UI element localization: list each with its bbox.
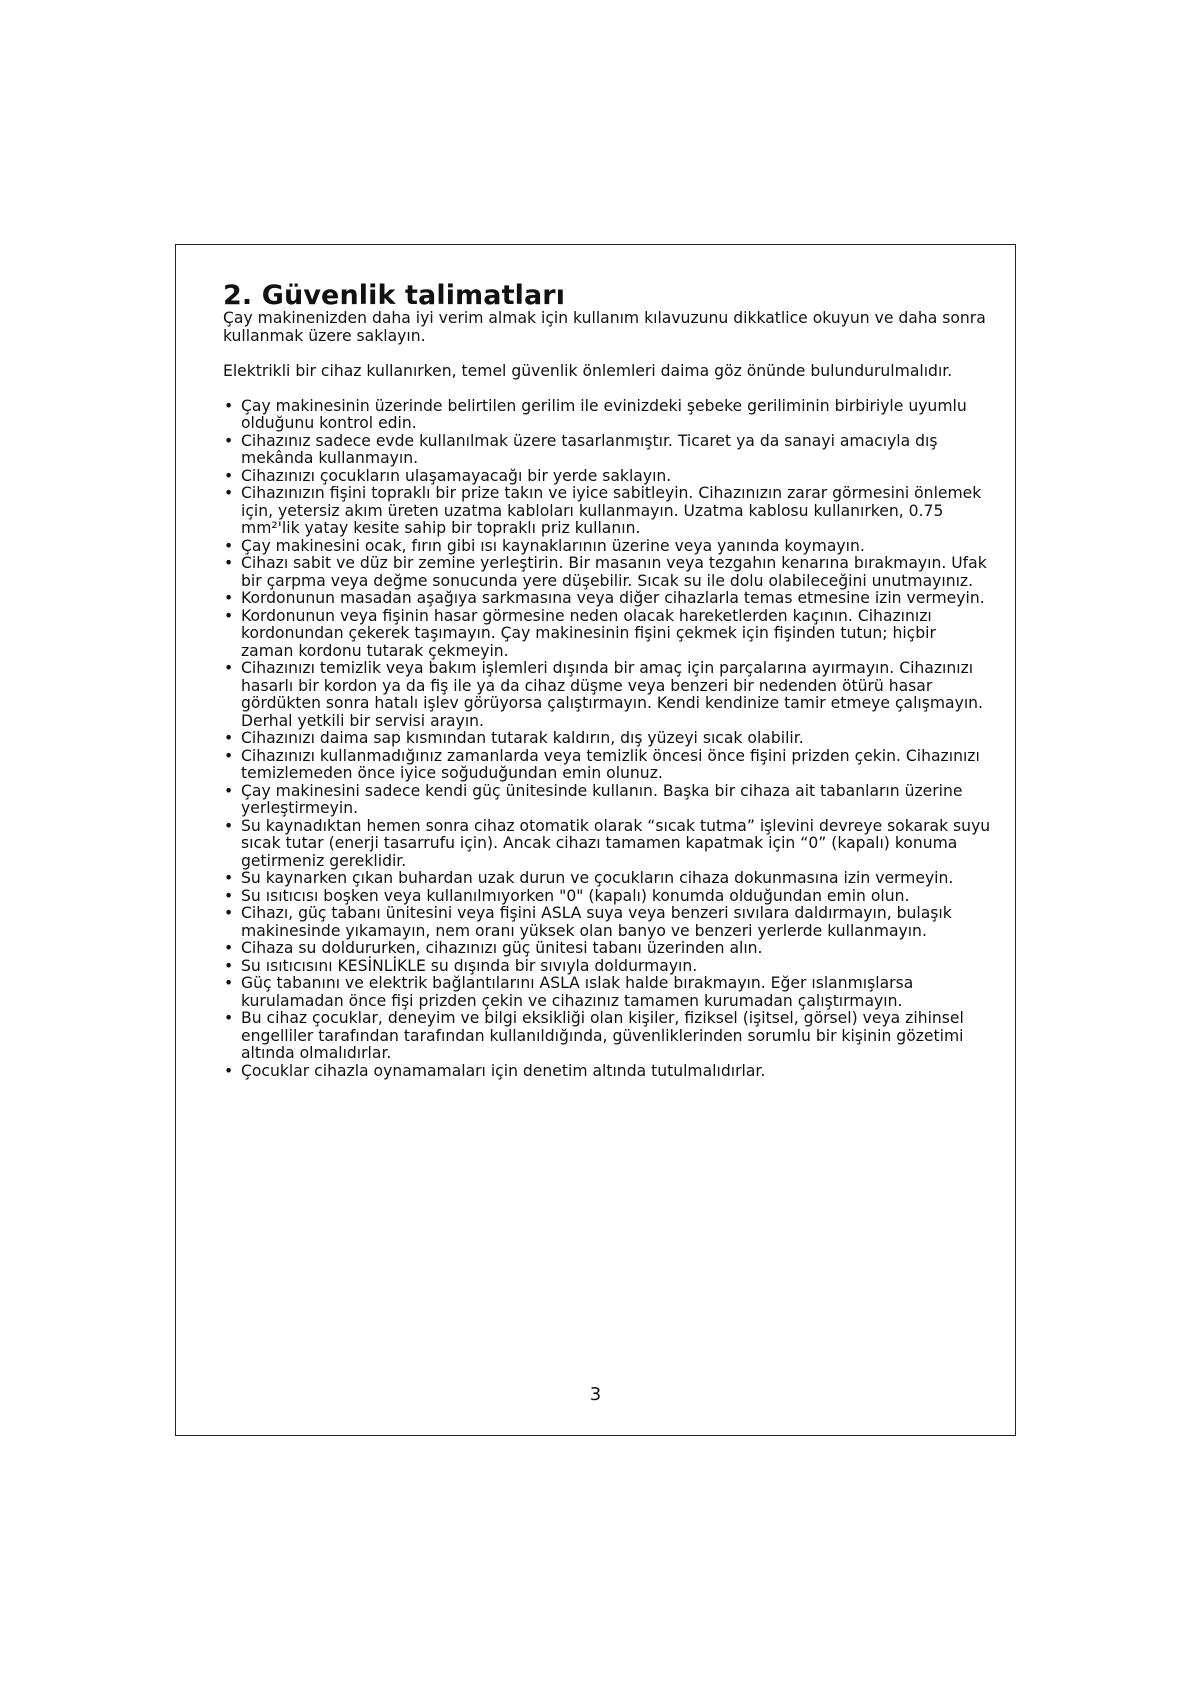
list-item-text: Çay makinesini sadece kendi güç ünitesinde kullanın. Başka bir cihaza ait tabanların üzerine yerleştirmeyin. (241, 781, 963, 817)
list-item-text: Çay makinesinin üzerinde belirtilen gerilim ile evinizdeki şebeke geriliminin birbiriyle uyumlu olduğunu kontrol edin. (241, 396, 967, 432)
list-item (223, 888, 993, 906)
bullet-marker: • (224, 396, 234, 415)
list-item (223, 433, 993, 468)
list-item (223, 870, 993, 888)
list-item (223, 958, 993, 976)
list-item-text: Cihazınız sadece evde kullanılmak üzere tasarlanmıştır. Ticaret ya da sanayi amacıyla dış mekânda kullanmayın. (241, 431, 938, 467)
list-item-text: Su kaynadıktan hemen sonra cihaz otomatik olarak “sıcak tutma” işlevini devreye sokarak suyu sıcak tutar (enerji tasarrufu için). Ancak cihazı tamamen kapatmak için “0” (kapalı) konuma getirmeniz gereklidir. (241, 816, 991, 870)
bullet-marker: • (224, 974, 234, 992)
bullet-marker: • (224, 939, 234, 957)
bullet-marker: • (224, 746, 234, 765)
list-item (223, 555, 993, 590)
bullet-marker: • (224, 1009, 234, 1027)
list-item (223, 538, 993, 556)
list-item (223, 905, 993, 940)
list-item-text: Cihazınızın fişini topraklı bir prize takın ve iyice sabitleyin. Cihazınızın zarar görmesini önlemek için, yetersiz akım üreten uzatma kabloları kullanmayın. Uzatma kablosu kullanırken, 0.75 mm²'lik yatay kesite sahip bir topraklı priz kullanın. (241, 484, 982, 537)
bullet-marker: • (224, 1061, 234, 1080)
intro-paragraph: Çay makinenizden daha iyi verim almak için kullanım kılavuzunu dikkatlice okuyun ve daha sonra kullanmak üzere saklayın. (223, 309, 986, 345)
list-item (223, 468, 993, 486)
bullet-marker: • (224, 466, 234, 485)
page-content (223, 282, 993, 1080)
section-title: 2. Güvenlik talimatları (223, 280, 566, 311)
page-frame (175, 244, 1016, 1436)
bullet-marker: • (224, 659, 234, 677)
bullet-marker: • (224, 781, 234, 800)
bullet-marker: • (224, 816, 234, 835)
list-item-text: Cihazınızı kullanmadığınız zamanlarda veya temizlik öncesi önce fişini prizden çekin. Cihazınızı temizlemeden önce iyice soğuduğundan emin olunuz. (241, 746, 980, 782)
bullet-marker: • (224, 484, 234, 502)
list-item (223, 398, 993, 433)
list-item (223, 1063, 993, 1081)
bullet-marker: • (224, 729, 234, 747)
list-item (223, 783, 993, 818)
bullet-marker: • (224, 431, 234, 450)
list-item-text: Cihazınızı çocukların ulaşamayacağı bir yerde saklayın. (241, 466, 672, 485)
bullet-marker: • (224, 886, 234, 905)
list-item-text: Cihazınızı temizlik veya bakım işlemleri dışında bir amaç için parçalarına ayırmayın. Cihazınızı hasarlı bir kordon ya da fiş ile ya da cihaz düşme veya benzeri bir nedenden ötürü hasar gördükten sonra hatalı işlev görüyorsa çalıştırmayın. Kendi kendinize tamir etmeye çalışmayın. Derhal yetkili bir servisi arayın. (241, 659, 984, 730)
list-item-text: Güç tabanını ve elektrik bağlantılarını ASLA ıslak halde bırakmayın. Eğer ıslanmışlarsa kurulamadan önce fişi prizden çekin ve cihazınız tamamen kurumadan çalıştırmayın. (241, 974, 914, 1010)
bullet-marker: • (224, 869, 234, 887)
list-item-text: Cihazı, güç tabanı ünitesini veya fişini ASLA suya veya benzeri sıvılara daldırmayın, bulaşık makinesinde yıkamayın, nem oranı yüksek olan banyo ve benzeri yerlerde kullanmayın. (241, 904, 952, 940)
list-item-text: Cihaza su doldururken, cihazınızı güç ünitesi tabanı üzerinden alın. (241, 939, 763, 957)
bullet-marker: • (224, 606, 234, 625)
list-item-text: Su kaynarken çıkan buhardan uzak durun ve çocukların cihaza dokunmasına izin vermeyin. (241, 869, 954, 887)
list-item-text: Su ısıtıcısını KESİNLİKLE su dışında bir sıvıyla doldurmayın. (241, 956, 698, 975)
list-item-text: Su ısıtıcısı boşken veya kullanılmıyorken "0" (kapalı) konumda olduğundan emin olun. (241, 886, 910, 905)
list-item (223, 590, 993, 608)
bullet-marker: • (224, 589, 234, 607)
list-item (223, 608, 993, 661)
list-item (223, 748, 993, 783)
list-item (223, 730, 993, 748)
list-item (223, 485, 993, 538)
bullet-marker: • (224, 536, 234, 555)
bullet-marker: • (224, 554, 234, 572)
list-item-text: Cihazı sabit ve düz bir zemine yerleştirin. Bir masanın veya tezgahın kenarına bırakmayın. Ufak bir çarpma veya değme sonucunda yere düşebilir. Sıcak su ile dolu olabileceğini unutmayınız. (241, 554, 987, 590)
page-number: 3 (589, 1384, 602, 1405)
list-item (223, 818, 993, 871)
safety-instructions-list (223, 398, 993, 1081)
list-item-text: Bu cihaz çocuklar, deneyim ve bilgi eksikliği olan kişiler, fiziksel (işitsel, görsel) veya zihinsel engelliler tarafından tarafından kullanıldığında, güvenliklerinden sorumlu bir kişinin gözetimi altında olmalıdırlar. (241, 1009, 964, 1062)
bullet-marker: • (224, 956, 234, 975)
list-item (223, 660, 993, 730)
list-item-text: Cihazınızı daima sap kısmından tutarak kaldırın, dış yüzeyi sıcak olabilir. (241, 729, 804, 747)
list-item-text: Çocuklar cihazla oynamamaları için denetim altında tutulmalıdırlar. (241, 1061, 766, 1080)
bullet-marker: • (224, 904, 234, 922)
list-item (223, 1010, 993, 1063)
list-item-text: Kordonunun veya fişinin hasar görmesine neden olacak hareketlerden kaçının. Cihazınızı kordonundan çekerek taşımayın. Çay makinesinin fişini çekmek için fişinden tutun; hiçbir zaman kordonu tutarak çekmeyin. (241, 606, 936, 660)
list-item-text: Çay makinesini ocak, fırın gibi ısı kaynaklarının üzerine veya yanında koymayın. (241, 536, 865, 555)
list-item-text: Kordonunun masadan aşağıya sarkmasına veya diğer cihazlarla temas etmesine izin vermeyin. (241, 589, 985, 607)
safety-note-paragraph: Elektrikli bir cihaz kullanırken, temel güvenlik önlemleri daima göz önünde bulundurulmalıdır. (223, 361, 953, 380)
list-item (223, 940, 993, 958)
list-item (223, 975, 993, 1010)
